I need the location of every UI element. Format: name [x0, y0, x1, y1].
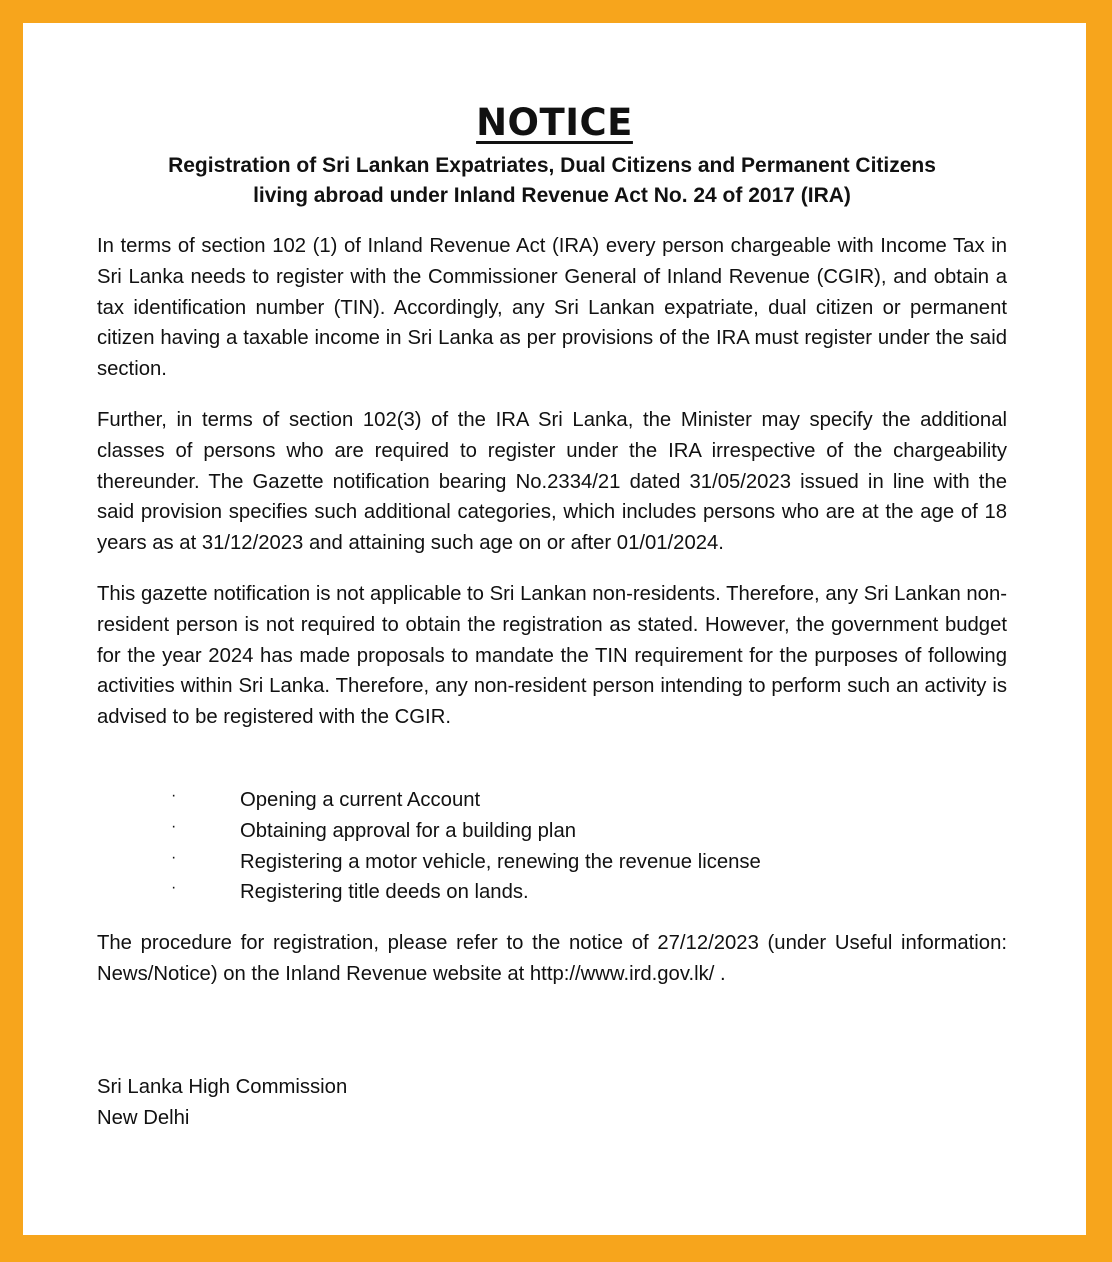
paragraph-non-residents: This gazette notification is not applicable to Sri Lankan non-residents. Therefore, any Sri Lankan non-resident person is not required to obtain the registration as stated. However, the government budget for the year 2024 has made proposals to mandate the TIN requirement for the purposes of following activities within Sri Lanka. Therefore, any non-resident person intending to perform such an activity is advised to be registered with the CGIR.	[97, 583, 1007, 729]
notice-subtitle	[97, 151, 1007, 211]
activities-list	[97, 785, 1007, 908]
notice-title-text: NOTICE	[476, 101, 633, 144]
subtitle-line-1: Registration of Sri Lankan Expatriates, Dual Citizens and Permanent Citizens	[168, 154, 936, 177]
list-item-text: Obtaining approval for a building plan	[240, 819, 576, 842]
signature-organization: Sri Lanka High Commission	[97, 1076, 348, 1098]
bullet-icon: ·	[171, 848, 177, 866]
bullet-icon: ·	[171, 817, 177, 835]
bullet-icon: ·	[171, 787, 177, 804]
paragraph-procedure: The procedure for registration, please refer to the notice of 27/12/2023 (under Useful information: News/Notice) on the Inland Revenue website at http://www.ird.gov.lk/ .	[97, 932, 1007, 985]
list-item	[97, 816, 1007, 847]
paragraph-registration-requirement: In terms of section 102 (1) of Inland Revenue Act (IRA) every person chargeable with Income Tax in Sri Lanka needs to register with the Commissioner General of Inland Revenue (CGIR), and obtain a tax identification number (TIN). Accordingly, any Sri Lankan expatriate, dual citizen or permanent citizen having a taxable income in Sri Lanka as per provisions of the IRA must register under the said section.	[97, 235, 1007, 381]
list-item-text: Opening a current Account	[240, 789, 481, 811]
paragraph-gazette-notification: Further, in terms of section 102(3) of the IRA Sri Lanka, the Minister may specify the additional classes of persons who are required to register under the IRA irrespective of the chargeability thereunder. The Gazette notification bearing No.2334/21 dated 31/05/2023 issued in line with the said provision specifies such additional categories, which includes persons who are at the age of 18 years as at 31/12/2023 and attaining such age on or after 01/01/2024.	[97, 409, 1007, 555]
list-item	[97, 785, 1007, 816]
notice-page	[23, 23, 1086, 1235]
list-item	[97, 877, 1007, 908]
list-item-text: Registering a motor vehicle, renewing the revenue license	[240, 850, 761, 873]
list-item-text: Registering title deeds on lands.	[240, 881, 529, 904]
bullet-icon: ·	[171, 879, 177, 897]
notice-title	[23, 101, 1086, 145]
subtitle-line-2: living abroad under Inland Revenue Act No. 24 of 2017 (IRA)	[253, 184, 851, 207]
signature-block	[97, 1072, 347, 1134]
list-item	[97, 847, 1007, 878]
signature-location: New Delhi	[97, 1106, 190, 1129]
